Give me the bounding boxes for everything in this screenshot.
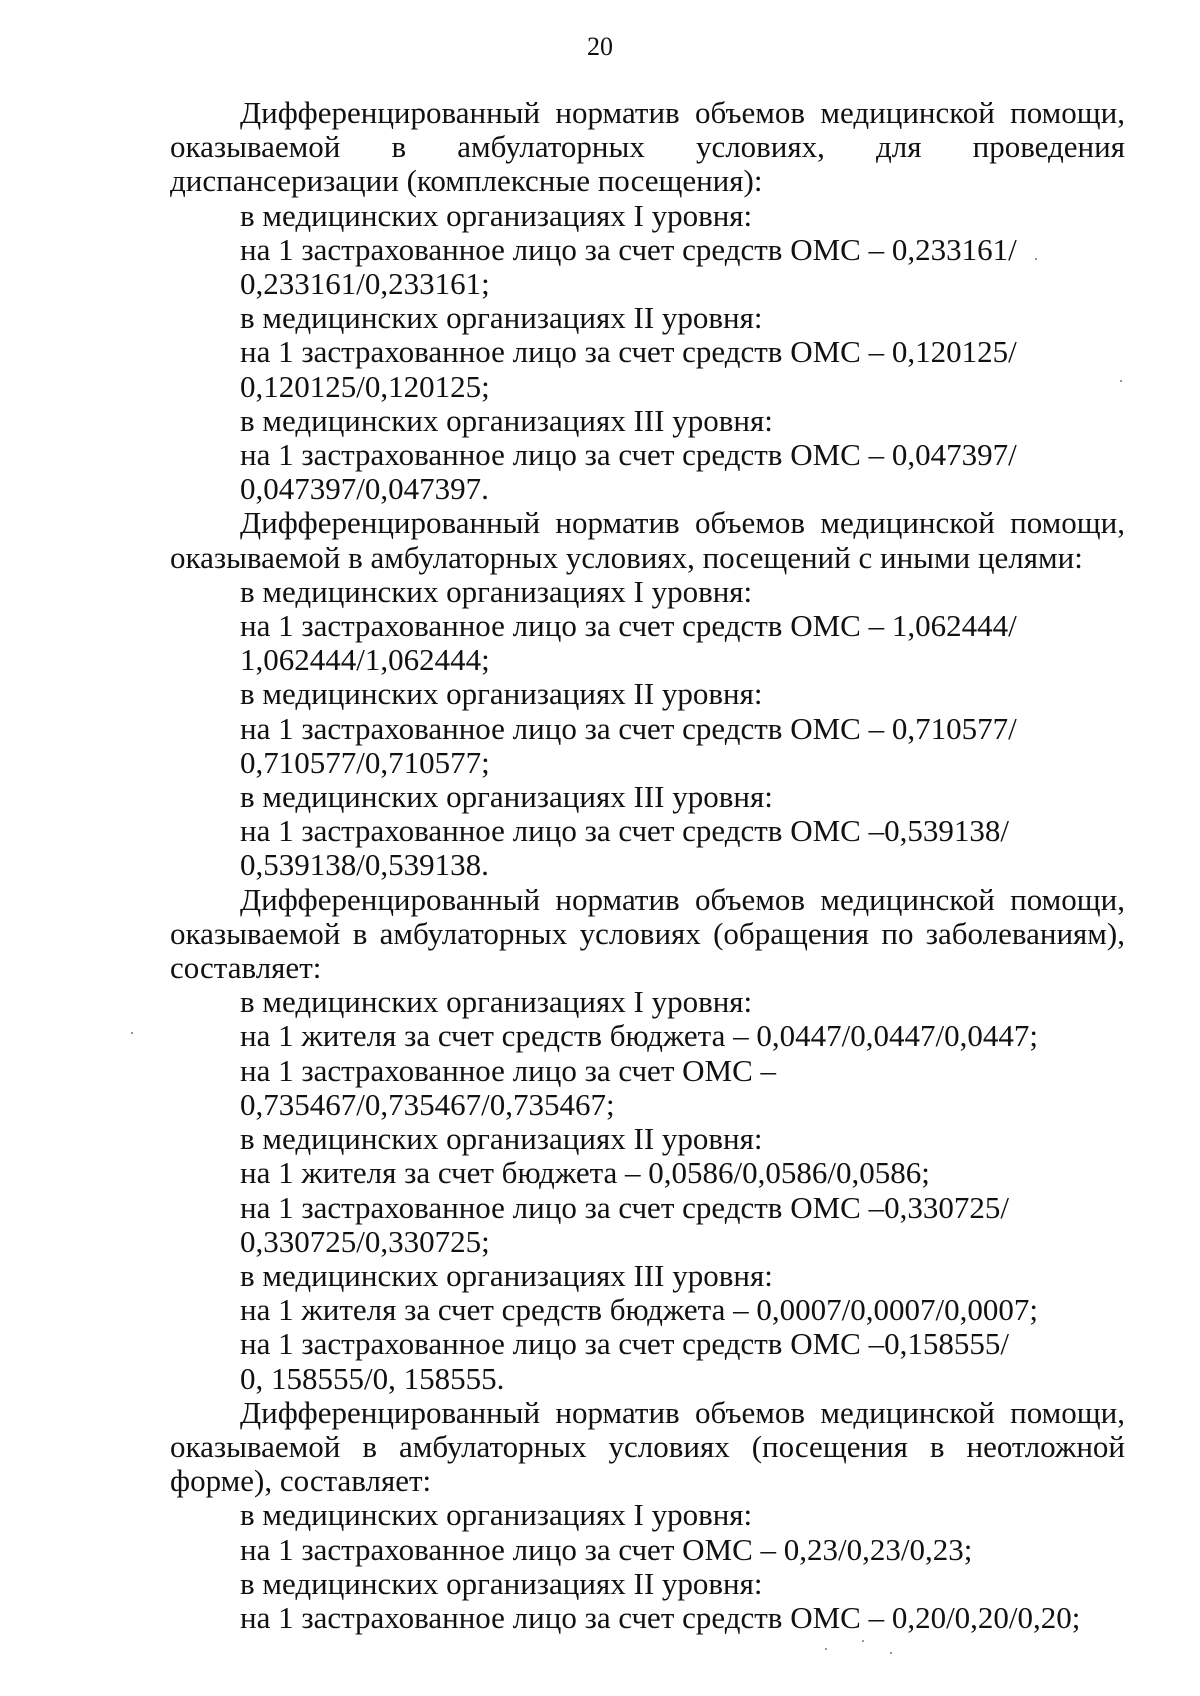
oms-norm-line: на 1 застрахованное лицо за счет средств ОМС – 0,120125/ [240, 334, 1017, 370]
oms-norm-line: на 1 застрахованное лицо за счет средств ОМС –0,539138/ [240, 813, 1009, 849]
oms-norm-line-continued: 0, 158555/0, 158555. [240, 1360, 505, 1396]
oms-norm-line-continued: 0,233161/0,233161; [240, 266, 490, 302]
oms-norm-line: на 1 застрахованное лицо за счет средств ОМС – 0,20/0,20/0,20; [240, 1599, 1081, 1635]
oms-norm-line-continued: 0,710577/0,710577; [240, 744, 490, 780]
oms-norm-line: на 1 застрахованное лицо за счет средств ОМС – 0,233161/ [240, 231, 1017, 267]
budget-norm-line: на 1 жителя за счет средств бюджета – 0,0447/0,0447/0,0447; [240, 1018, 1038, 1054]
oms-norm-line-continued: 1,062444/1,062444; [240, 642, 490, 678]
scan-speck [890, 1652, 892, 1654]
oms-norm-line: на 1 застрахованное лицо за счет средств ОМС –0,158555/ [240, 1326, 1009, 1362]
level-1-heading: в медицинских организациях I уровня: [240, 1497, 753, 1533]
budget-norm-line: на 1 жителя за счет средств бюджета – 0,0007/0,0007/0,0007; [240, 1292, 1038, 1328]
scan-speck [825, 1648, 827, 1650]
document-body [170, 96, 1125, 1635]
section-paragraph-disease-visits: Дифференцированный норматив объемов медицинской помощи, оказываемой в амбулаторных условиях (обращения по заболеваниям), составляет: [170, 881, 1125, 986]
level-2-heading: в медицинских организациях II уровня: [240, 300, 763, 336]
section-paragraph-urgent-visits: Дифференцированный норматив объемов медицинской помощи, оказываемой в амбулаторных условиях (посещения в неотложной форме), составляет: [170, 1394, 1125, 1499]
oms-norm-line-continued: 0,120125/0,120125; [240, 368, 490, 404]
scan-speck [862, 1640, 864, 1642]
budget-norm-line: на 1 жителя за счет бюджета – 0,0586/0,0586/0,0586; [240, 1155, 930, 1191]
oms-norm-line: на 1 застрахованное лицо за счет средств ОМС – 0,047397/ [240, 437, 1017, 473]
section-paragraph-other-visits: Дифференцированный норматив объемов медицинской помощи, оказываемой в амбулаторных условиях, посещений с иными целями: [170, 505, 1125, 575]
oms-norm-line: на 1 застрахованное лицо за счет ОМС – 0,23/0,23/0,23; [240, 1531, 973, 1567]
oms-norm-line: на 1 застрахованное лицо за счет ОМС –0,735467/0,735467/0,735467; [240, 1052, 776, 1122]
oms-norm-line-continued: 0,047397/0,047397. [240, 471, 489, 507]
scan-speck [1035, 258, 1037, 260]
scan-speck [131, 1032, 133, 1034]
level-1-heading: в медицинских организациях I уровня: [240, 197, 753, 233]
page-number: 20 [587, 32, 613, 61]
level-3-heading: в медицинских организациях III уровня: [240, 779, 773, 815]
oms-norm-line: на 1 застрахованное лицо за счет средств ОМС – 0,710577/ [240, 710, 1017, 746]
level-2-heading: в медицинских организациях II уровня: [240, 1565, 763, 1601]
level-3-heading: в медицинских организациях III уровня: [240, 402, 773, 438]
oms-norm-line-continued: 0,539138/0,539138. [240, 847, 489, 883]
level-3-heading: в медицинских организациях III уровня: [240, 1257, 773, 1293]
section-paragraph-dispensary: Дифференцированный норматив объемов медицинской помощи, оказываемой в амбулаторных условиях, для проведения диспансеризации (комплексные посещения): [170, 95, 1125, 199]
oms-norm-line: на 1 застрахованное лицо за счет средств ОМС – 1,062444/ [240, 608, 1017, 644]
oms-norm-line: на 1 застрахованное лицо за счет средств ОМС –0,330725/ [240, 1189, 1009, 1225]
level-1-heading: в медицинских организациях I уровня: [240, 573, 753, 609]
level-2-heading: в медицинских организациях II уровня: [240, 676, 763, 712]
level-1-heading: в медицинских организациях I уровня: [240, 984, 753, 1020]
level-2-heading: в медицинских организациях II уровня: [240, 1121, 763, 1157]
scan-speck [1120, 380, 1122, 382]
oms-norm-line-continued: 0,330725/0,330725; [240, 1223, 490, 1259]
